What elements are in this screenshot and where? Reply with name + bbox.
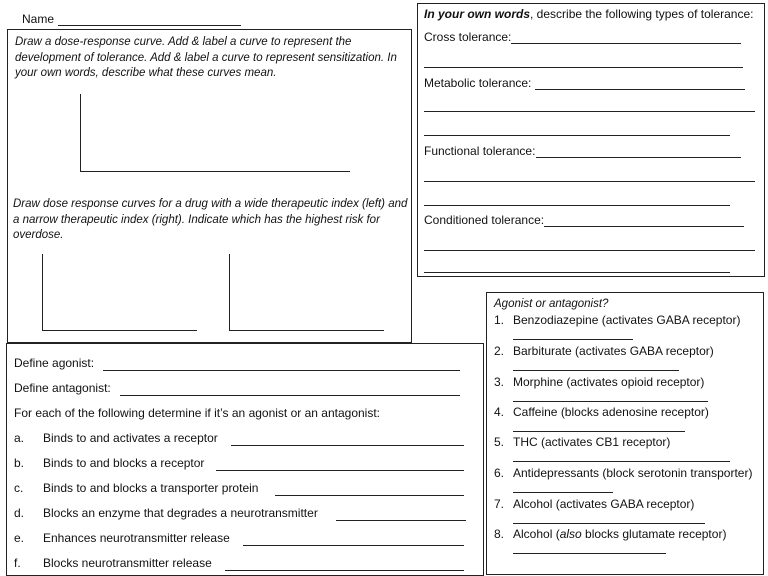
drug-3-answer-blank[interactable] [513, 401, 708, 402]
tolerance-header [424, 7, 753, 22]
graph-1-y-axis[interactable] [80, 94, 81, 171]
drug-1-answer-blank[interactable] [513, 339, 633, 340]
drug-8-text-post: blocks glutamate receptor) [581, 527, 727, 541]
drug-6-number: 6. [494, 466, 505, 480]
conditioned-tolerance-label: Conditioned tolerance: [424, 213, 545, 227]
item-c-text: Binds to and blocks a transporter protein [43, 481, 259, 495]
name-blank[interactable] [58, 25, 241, 26]
drug-1-number: 1. [494, 313, 505, 327]
drug-7-number: 7. [494, 497, 505, 511]
item-d-letter: d. [14, 506, 25, 520]
tolerance-header-bold: In your own words [424, 7, 531, 21]
tolerance-box [417, 3, 765, 277]
drug-4-text: Caffeine (blocks adenosine receptor) [513, 405, 709, 419]
drug-5-text: THC (activates CB1 receptor) [513, 435, 671, 449]
graph-narrow-index-x-axis[interactable] [229, 330, 384, 331]
dose-response-prompt-line-1: Draw a dose-response curve. Add & label a curve to represent the [15, 36, 352, 48]
determine-instruction: For each of the following determine if it’s an agonist or an antagonist: [14, 406, 380, 420]
functional-tolerance-blank-2[interactable] [424, 181, 755, 182]
drug-6-text: Antidepressants (block serotonin transporter) [513, 466, 753, 480]
therapeutic-prompt-line-3: overdose. [13, 229, 64, 241]
drug-8-number: 8. [494, 527, 505, 541]
dose-response-box [7, 29, 412, 343]
item-c-letter: c. [14, 481, 24, 495]
dose-response-prompt-line-3: your own words, describe what these curves mean. [15, 67, 277, 79]
cross-tolerance-blank-1[interactable] [511, 43, 741, 44]
metabolic-tolerance-blank-2[interactable] [424, 111, 755, 112]
therapeutic-prompt-line-2: a narrow therapeutic index (right). Indicate which has the highest risk for [13, 213, 380, 226]
drug-4-answer-blank[interactable] [513, 431, 685, 432]
drug-6-answer-blank[interactable] [513, 492, 613, 493]
item-e-letter: e. [14, 531, 25, 545]
item-e-blank[interactable] [243, 545, 464, 546]
define-agonist-label: Define agonist: [14, 356, 95, 370]
define-agonist-blank[interactable] [103, 370, 460, 371]
define-antagonist-label: Define antagonist: [14, 381, 111, 395]
drug-5-answer-blank[interactable] [513, 461, 730, 462]
metabolic-tolerance-label: Metabolic tolerance: [424, 76, 532, 90]
item-b-text: Binds to and blocks a receptor [43, 456, 205, 470]
graph-1-x-axis[interactable] [80, 171, 350, 172]
drug-2-answer-blank[interactable] [513, 370, 679, 371]
therapeutic-prompt-line-1: Draw dose response curves for a drug with a wide therapeutic index (left) and [13, 198, 408, 210]
name-label: Name [22, 12, 55, 26]
item-d-text: Blocks an enzyme that degrades a neurotransmitter [43, 506, 318, 520]
dose-response-prompt-line-2: development of tolerance. Add & label a curve to represent sensitization. In [15, 51, 397, 64]
drug-2-text: Barbiturate (activates GABA receptor) [513, 344, 714, 358]
functional-tolerance-blank-3[interactable] [424, 205, 730, 206]
item-f-text: Blocks neurotransmitter release [43, 556, 212, 570]
drug-7-text: Alcohol (activates GABA receptor) [513, 497, 695, 511]
conditioned-tolerance-blank-1[interactable] [544, 226, 744, 227]
cross-tolerance-blank-2[interactable] [424, 67, 743, 68]
item-a-text: Binds to and activates a receptor [43, 431, 218, 445]
item-b-blank[interactable] [216, 470, 464, 471]
conditioned-tolerance-blank-2[interactable] [424, 250, 755, 251]
functional-tolerance-blank-1[interactable] [536, 157, 741, 158]
agonist-box-title: Agonist or antagonist? [494, 298, 609, 310]
drug-8-answer-blank[interactable] [513, 553, 666, 554]
item-e-text: Enhances neurotransmitter release [43, 531, 230, 545]
item-a-blank[interactable] [231, 445, 464, 446]
drug-5-number: 5. [494, 435, 505, 449]
drug-1-text: Benzodiazepine (activates GABA receptor) [513, 313, 741, 327]
definitions-box [6, 343, 484, 576]
item-f-blank[interactable] [225, 570, 464, 571]
item-f-letter: f. [14, 556, 21, 570]
item-c-blank[interactable] [275, 495, 464, 496]
item-b-letter: b. [14, 456, 25, 470]
drug-4-number: 4. [494, 405, 505, 419]
agonist-antagonist-box [486, 292, 764, 575]
drug-8-text [513, 527, 726, 542]
drug-8-text-pre: Alcohol ( [513, 527, 560, 541]
drug-3-number: 3. [494, 375, 505, 389]
metabolic-tolerance-blank-3[interactable] [424, 135, 730, 136]
cross-tolerance-label: Cross tolerance: [424, 30, 512, 44]
functional-tolerance-label: Functional tolerance: [424, 144, 536, 158]
drug-8-text-emphasis: also [559, 527, 582, 541]
metabolic-tolerance-blank-1[interactable] [535, 89, 745, 90]
drug-7-answer-blank[interactable] [513, 523, 705, 524]
conditioned-tolerance-blank-3[interactable] [424, 272, 730, 273]
item-d-blank[interactable] [336, 520, 466, 521]
define-antagonist-blank[interactable] [120, 395, 460, 396]
drug-2-number: 2. [494, 344, 505, 358]
graph-narrow-index-y-axis[interactable] [229, 254, 230, 330]
drug-3-text: Morphine (activates opioid receptor) [513, 375, 705, 389]
graph-wide-index-y-axis[interactable] [42, 254, 43, 330]
item-a-letter: a. [14, 431, 25, 445]
tolerance-header-rest: , describe the following types of tolerance: [530, 7, 754, 21]
graph-wide-index-x-axis[interactable] [42, 330, 197, 331]
